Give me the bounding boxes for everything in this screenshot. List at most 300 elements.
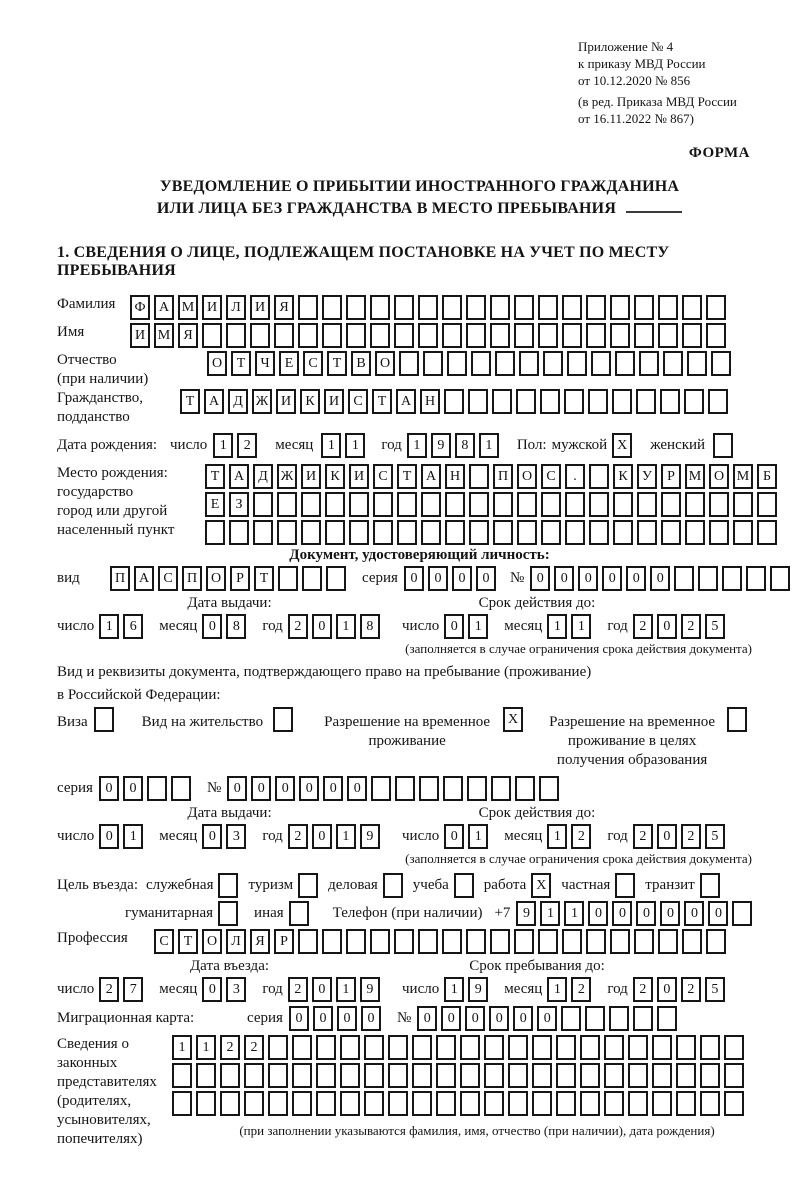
cell (268, 1091, 288, 1116)
cell (326, 566, 346, 591)
cell: Д (253, 464, 273, 489)
cell: 3 (226, 977, 246, 1002)
cell: О (207, 351, 227, 376)
cell (508, 1063, 528, 1088)
cell (682, 929, 702, 954)
cell (706, 323, 726, 348)
cell: 2 (681, 824, 701, 849)
cell (436, 1091, 456, 1116)
cell (364, 1091, 384, 1116)
cell (205, 520, 225, 545)
purpose-transit-checkbox (700, 873, 724, 898)
cell (604, 1035, 624, 1060)
cell (443, 776, 463, 801)
entry-date-headers (57, 958, 782, 975)
cell (517, 520, 537, 545)
cell: А (229, 464, 249, 489)
stay-until-date: число 1 9 месяц 1 2 год 2 0 2 5 (402, 977, 741, 1002)
cell (418, 295, 438, 320)
cell (399, 351, 419, 376)
cell (613, 492, 633, 517)
cell: 2 (244, 1035, 264, 1060)
cell (467, 776, 487, 801)
cell (700, 1063, 720, 1088)
profession-cells (154, 929, 730, 954)
cell (514, 929, 534, 954)
cell (580, 1035, 600, 1060)
cell (639, 351, 659, 376)
cell: 8 (455, 433, 475, 458)
cell (713, 433, 733, 458)
cell: 7 (123, 977, 143, 1002)
temp-permit-label: Разрешение на временное проживание (324, 714, 491, 749)
cell: 2 (288, 824, 308, 849)
purpose-other-label: иная (254, 905, 284, 921)
purpose-work-label: работа (483, 877, 527, 893)
cell: Т (180, 389, 200, 414)
purpose-commercial-checkbox (383, 873, 407, 898)
cell (543, 351, 563, 376)
stay-until-header: Срок пребывания до: (469, 958, 605, 974)
cell (514, 323, 534, 348)
entry-dates-row (57, 977, 782, 1002)
birth-month-cells (321, 433, 369, 458)
cell: Т (231, 351, 251, 376)
birth-place-row (57, 464, 782, 545)
cell (418, 929, 438, 954)
cell (325, 492, 345, 517)
cell (395, 776, 415, 801)
visa-checkbox (94, 707, 118, 732)
cell (253, 520, 273, 545)
cell: К (300, 389, 320, 414)
cell: Б (757, 464, 777, 489)
cell (419, 776, 439, 801)
cell (722, 566, 742, 591)
cell: А (396, 389, 416, 414)
migration-series-cells (289, 1006, 385, 1031)
cell: 0 (275, 776, 295, 801)
cell (394, 929, 414, 954)
cell (615, 873, 635, 898)
cell: 0 (289, 1006, 309, 1031)
cell (412, 1063, 432, 1088)
cell (370, 295, 390, 320)
cell (250, 323, 270, 348)
cell: С (373, 464, 393, 489)
edu-permit-label: Разрешение на временное проживание в целях получения образования (549, 714, 716, 768)
issue-month-cells (202, 614, 250, 639)
cell (301, 520, 321, 545)
cell: 1 (99, 614, 119, 639)
birth-place-label: Место рождения: государство город или другой населенный пункт (57, 465, 175, 538)
cell (727, 707, 747, 732)
cell (322, 323, 342, 348)
cell (302, 566, 322, 591)
migration-card-label: Миграционная карта: (57, 1010, 195, 1026)
cell: К (613, 464, 633, 489)
surname-cells (130, 295, 730, 320)
cell: В (351, 351, 371, 376)
cell (628, 1063, 648, 1088)
cell (394, 295, 414, 320)
cell (397, 492, 417, 517)
permit-series-cells (99, 776, 195, 801)
cell (492, 389, 512, 414)
cell (421, 520, 441, 545)
cell (613, 520, 633, 545)
cell (172, 1091, 192, 1116)
cell: 0 (657, 614, 677, 639)
doc-number-label: № (509, 570, 525, 586)
representatives-line-3 (172, 1091, 782, 1116)
cell: Т (254, 566, 274, 591)
representatives-cells-block (172, 1035, 782, 1139)
cell: 2 (99, 977, 119, 1002)
cell (445, 492, 465, 517)
cell (562, 929, 582, 954)
cell: 0 (441, 1006, 461, 1031)
cell: И (276, 389, 296, 414)
representatives-row (57, 1035, 782, 1149)
cell: Р (230, 566, 250, 591)
cell: О (517, 464, 537, 489)
cell (589, 464, 609, 489)
annex-line-2: к приказу МВД России (578, 56, 706, 71)
cell (218, 873, 238, 898)
cell (519, 351, 539, 376)
cell (298, 929, 318, 954)
cell (349, 492, 369, 517)
cell: Т (327, 351, 347, 376)
cell (634, 929, 654, 954)
cell (316, 1035, 336, 1060)
birth-place-line-3 (205, 520, 781, 545)
cell: 5 (705, 824, 725, 849)
cell (661, 492, 681, 517)
cell: 2 (571, 977, 591, 1002)
cell (346, 323, 366, 348)
cell (682, 295, 702, 320)
visit-purpose-row-2 (57, 901, 782, 926)
cell (733, 520, 753, 545)
purpose-tourism-checkbox (298, 873, 322, 898)
cell (708, 389, 728, 414)
profession-row (57, 929, 782, 954)
permit-date-headers (57, 805, 782, 822)
surname-label: Фамилия (57, 296, 116, 312)
cell (484, 1035, 504, 1060)
identity-doc-date-headers (57, 595, 782, 612)
cell: И (301, 464, 321, 489)
cell: 1 (196, 1035, 216, 1060)
cell (274, 323, 294, 348)
cell: Ф (130, 295, 150, 320)
cell: П (110, 566, 130, 591)
residence-permit-label: Вид на жительство (141, 714, 264, 730)
cell (226, 323, 246, 348)
cell: . (565, 464, 585, 489)
cell (706, 295, 726, 320)
cell: 9 (516, 901, 536, 926)
expiry-month-cells (547, 614, 595, 639)
cell: 0 (657, 977, 677, 1002)
profession-label: Профессия (57, 930, 128, 946)
cell: П (182, 566, 202, 591)
cell (292, 1091, 312, 1116)
cell (172, 1063, 192, 1088)
cell: С (541, 464, 561, 489)
cell (493, 492, 513, 517)
cell (373, 492, 393, 517)
doc-number-cells (530, 566, 794, 591)
cell (757, 520, 777, 545)
purpose-private-label: частная (561, 877, 611, 893)
cell: С (154, 929, 174, 954)
cell: А (154, 295, 174, 320)
purpose-business-label: служебная (145, 877, 214, 893)
expiry-year-cells (633, 614, 729, 639)
purpose-label: Цель въезда: (57, 877, 138, 893)
cell (484, 1091, 504, 1116)
edu-permit-checkbox (727, 707, 751, 732)
cell (469, 464, 489, 489)
permit-issue-date: число 0 1 месяц 0 3 год 2 0 1 9 (57, 824, 402, 849)
cell: И (349, 464, 369, 489)
cell (454, 873, 474, 898)
purpose-study-checkbox (454, 873, 478, 898)
cell (370, 323, 390, 348)
cell (700, 1035, 720, 1060)
cell (94, 707, 114, 732)
cell (442, 323, 462, 348)
cell: 0 (612, 901, 632, 926)
cell (490, 295, 510, 320)
cell: 2 (681, 614, 701, 639)
cell (567, 351, 587, 376)
surname-row (57, 295, 782, 320)
cell (373, 520, 393, 545)
cell: Я (178, 323, 198, 348)
migration-number-label: № (396, 1010, 412, 1026)
cell: О (206, 566, 226, 591)
cell (612, 389, 632, 414)
cell (292, 1035, 312, 1060)
cell (447, 351, 467, 376)
sex-female-checkbox (713, 433, 737, 458)
visit-purpose-row (57, 873, 782, 898)
cell: 1 (564, 901, 584, 926)
cell (610, 295, 630, 320)
permit-note: (заполняется в случае ограничения срока действия документа) (405, 851, 752, 866)
birth-place-line-1 (205, 464, 781, 489)
annex-line-3: от 10.12.2020 № 856 (578, 73, 691, 88)
cell (724, 1063, 744, 1088)
cell: 0 (323, 776, 343, 801)
cell: 0 (657, 824, 677, 849)
cell: 2 (288, 977, 308, 1002)
cell: 1 (407, 433, 427, 458)
cell: 1 (547, 824, 567, 849)
cell: 0 (347, 776, 367, 801)
purpose-private-checkbox (615, 873, 639, 898)
cell (421, 492, 441, 517)
cell: Т (205, 464, 225, 489)
cell (634, 295, 654, 320)
cell (490, 929, 510, 954)
purpose-study-label: учеба (412, 877, 449, 893)
cell (388, 1091, 408, 1116)
cell: 0 (444, 614, 464, 639)
cell: 0 (660, 901, 680, 926)
patronymic-label: Отчество (при наличии) (57, 352, 149, 387)
cell: 0 (636, 901, 656, 926)
issue-year-cells (288, 614, 384, 639)
cell (615, 351, 635, 376)
cell (244, 1091, 264, 1116)
cell: 2 (681, 977, 701, 1002)
section-1-heading: 1. СВЕДЕНИЯ О ЛИЦЕ, ПОДЛЕЖАЩЕМ ПОСТАНОВКЕ НА УЧЕТ ПО МЕСТУ ПРЕБЫВАНИЯ (57, 244, 670, 279)
cell (657, 1006, 677, 1031)
cell: П (493, 464, 513, 489)
cell (700, 1091, 720, 1116)
cell (609, 1006, 629, 1031)
cell (516, 389, 536, 414)
cell: 6 (123, 614, 143, 639)
cell: Я (274, 295, 294, 320)
purpose-transit-label: транзит (645, 877, 695, 893)
cell (556, 1091, 576, 1116)
cell (292, 1063, 312, 1088)
annex-reference (578, 38, 760, 127)
forma-label: ФОРМА (688, 145, 750, 161)
cell (532, 1091, 552, 1116)
cell (517, 492, 537, 517)
year-label: год (381, 437, 402, 453)
cell: 1 (172, 1035, 192, 1060)
cell (636, 389, 656, 414)
cell: Е (279, 351, 299, 376)
cell (442, 295, 462, 320)
cell (301, 492, 321, 517)
identity-doc-note: (заполняется в случае ограничения срока действия документа) (405, 641, 752, 656)
cell (538, 929, 558, 954)
cell: 8 (226, 614, 246, 639)
cell (564, 389, 584, 414)
doc-kind-label: вид (57, 570, 80, 586)
cell (298, 295, 318, 320)
cell (515, 776, 535, 801)
cell: А (204, 389, 224, 414)
cell: С (158, 566, 178, 591)
cell (322, 295, 342, 320)
identity-doc-kind-row (57, 566, 782, 591)
cell (661, 520, 681, 545)
cell: 0 (337, 1006, 357, 1031)
cell (371, 776, 391, 801)
cell (442, 929, 462, 954)
cell: Р (274, 929, 294, 954)
cell (364, 1063, 384, 1088)
birth-year-cells (407, 433, 503, 458)
cell: 1 (547, 977, 567, 1002)
phone-label: Телефон (при наличии) (332, 905, 483, 921)
cell: С (303, 351, 323, 376)
cell: 0 (312, 614, 332, 639)
purpose-commercial-label: деловая (328, 877, 378, 893)
cell: 0 (489, 1006, 509, 1031)
cell: 0 (251, 776, 271, 801)
cell (589, 492, 609, 517)
phone-prefix: +7 (494, 905, 511, 921)
cell (491, 776, 511, 801)
cell (532, 1063, 552, 1088)
cell (468, 389, 488, 414)
cell (658, 295, 678, 320)
cell (278, 566, 298, 591)
cell (383, 873, 403, 898)
cell (514, 295, 534, 320)
cell: 0 (602, 566, 622, 591)
cell (604, 1091, 624, 1116)
migration-card-row (57, 1006, 782, 1031)
cell: 2 (633, 614, 653, 639)
patronymic-row (57, 351, 782, 389)
stay-day-cells (444, 977, 492, 1002)
cell: 3 (226, 824, 246, 849)
cell: 0 (99, 776, 119, 801)
cell: С (348, 389, 368, 414)
cell: Т (372, 389, 392, 414)
cell: 1 (123, 824, 143, 849)
cell (316, 1091, 336, 1116)
migration-number-cells (417, 1006, 681, 1031)
cell (733, 492, 753, 517)
cell (676, 1091, 696, 1116)
cell (663, 351, 683, 376)
representatives-line-1 (172, 1035, 782, 1060)
cell: 0 (313, 1006, 333, 1031)
cell: X (612, 433, 632, 458)
entry-day-cells (99, 977, 147, 1002)
citizenship-cells (180, 389, 732, 414)
entry-month-cells (202, 977, 250, 1002)
cell (370, 929, 390, 954)
cell (471, 351, 491, 376)
cell (346, 929, 366, 954)
cell: 0 (684, 901, 704, 926)
cell (586, 323, 606, 348)
cell (445, 520, 465, 545)
cell (466, 929, 486, 954)
cell (495, 351, 515, 376)
entry-date-header: Дата въезда: (189, 958, 270, 974)
cell (610, 323, 630, 348)
cell: О (709, 464, 729, 489)
cell: Ж (277, 464, 297, 489)
cell (508, 1091, 528, 1116)
birth-date-label: Дата рождения: (57, 437, 158, 453)
cell (220, 1091, 240, 1116)
cell (316, 1063, 336, 1088)
name-cells (130, 323, 730, 348)
title-underline (626, 211, 682, 213)
cell (634, 323, 654, 348)
cell (698, 566, 718, 591)
cell (322, 929, 342, 954)
cell: И (324, 389, 344, 414)
birth-place-cells (205, 464, 781, 545)
